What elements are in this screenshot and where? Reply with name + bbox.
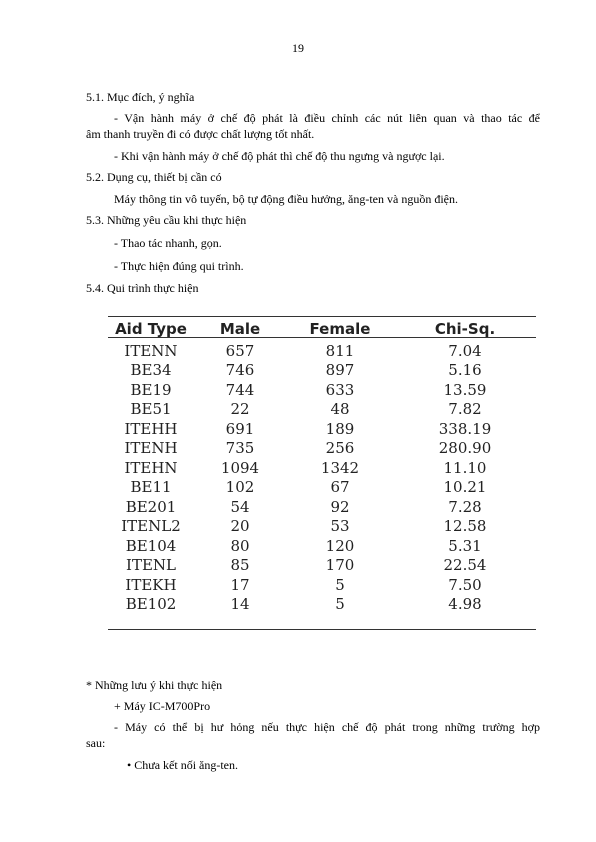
cell-chi-sq: 13.59 — [443, 380, 487, 399]
table-row — [108, 575, 536, 595]
cell-male: 746 — [225, 361, 255, 380]
table-row — [108, 339, 536, 361]
paragraph-receive-mode: - Khi vận hành máy ở chế độ phát thì chế độ thu ngưng và ngược lại. — [114, 149, 445, 163]
cell-female: 189 — [325, 419, 355, 438]
cell-chi-sq: 338.19 — [438, 419, 492, 438]
section-heading-requirements: 5.3. Những yêu cầu khi thực hiện — [86, 213, 247, 227]
table-top-rule — [108, 316, 536, 317]
table-row — [108, 419, 536, 439]
cell-chi-sq: 7.50 — [448, 575, 482, 594]
cell-male: 691 — [225, 419, 255, 438]
aid-type-table-figure — [104, 300, 536, 640]
cell-male: 102 — [225, 478, 255, 497]
table-row — [108, 458, 536, 478]
cell-male: 80 — [230, 536, 250, 555]
requirement-item-1: - Thao tác nhanh, gọn. — [114, 236, 222, 250]
table-row — [108, 517, 536, 537]
header-female: Female — [309, 319, 371, 338]
aid-type-table — [108, 318, 536, 614]
cell-female: 5 — [335, 595, 345, 614]
table-row — [108, 497, 536, 517]
cell-female: 53 — [330, 517, 350, 536]
cell-aid-type: BE11 — [130, 478, 172, 497]
cell-chi-sq: 12.58 — [443, 517, 487, 536]
table-row — [108, 400, 536, 420]
table-row — [108, 439, 536, 459]
cell-aid-type: ITENN — [124, 341, 178, 360]
cell-male: 54 — [230, 497, 250, 516]
page-number: 19 — [292, 41, 304, 55]
table-row — [108, 536, 536, 556]
cell-chi-sq: 280.90 — [438, 439, 492, 458]
cell-chi-sq: 7.04 — [448, 341, 482, 360]
cell-aid-type: ITENH — [124, 439, 178, 458]
table-row — [108, 595, 536, 615]
table-row — [108, 556, 536, 576]
notes-heading: * Những lưu ý khi thực hiện — [86, 678, 223, 692]
table-row — [108, 361, 536, 381]
header-aid-type: Aid Type — [115, 319, 187, 338]
cell-female: 67 — [330, 478, 350, 497]
notes-bullet-item: • Chưa kết nối ăng-ten. — [127, 758, 239, 772]
cell-aid-type: BE104 — [125, 536, 177, 555]
cell-male: 85 — [230, 556, 250, 575]
cell-female: 92 — [330, 497, 350, 516]
cell-female: 170 — [325, 556, 355, 575]
cell-female: 811 — [325, 341, 355, 360]
table-row — [108, 478, 536, 498]
paragraph-purpose-line1: - Vận hành máy ở chế độ phát là điều chỉnh các nút liên quan và thao tác để — [114, 111, 540, 125]
header-male: Male — [219, 319, 261, 338]
cell-female: 633 — [325, 380, 355, 399]
cell-chi-sq: 5.31 — [448, 536, 482, 555]
cell-aid-type: ITENL2 — [121, 517, 181, 536]
cell-female: 48 — [330, 400, 350, 419]
cell-chi-sq: 10.21 — [443, 478, 487, 497]
cell-aid-type: BE51 — [130, 400, 172, 419]
notes-warning-line2: sau: — [86, 736, 106, 750]
cell-male: 744 — [225, 380, 255, 399]
header-chi-sq: Chi-Sq. — [434, 319, 496, 338]
cell-female: 897 — [325, 361, 355, 380]
cell-male: 14 — [230, 595, 250, 614]
cell-aid-type: BE34 — [130, 361, 172, 380]
cell-female: 5 — [335, 575, 345, 594]
cell-male: 735 — [225, 439, 255, 458]
cell-aid-type: ITEHN — [124, 458, 178, 477]
cell-female: 256 — [325, 439, 355, 458]
cell-female: 1342 — [320, 458, 360, 477]
cell-aid-type: BE201 — [125, 497, 177, 516]
cell-aid-type: BE102 — [125, 595, 177, 614]
cell-male: 22 — [230, 400, 250, 419]
cell-male: 657 — [225, 341, 255, 360]
cell-aid-type: ITEKH — [125, 575, 177, 594]
table-header-row — [108, 318, 536, 339]
cell-chi-sq: 4.98 — [448, 595, 482, 614]
cell-chi-sq: 11.10 — [443, 458, 487, 477]
cell-male: 1094 — [220, 458, 260, 477]
cell-chi-sq: 7.28 — [448, 497, 482, 516]
notes-device-item: + Máy IC-M700Pro — [114, 699, 211, 713]
cell-chi-sq: 5.16 — [448, 361, 482, 380]
requirement-item-2: - Thực hiện đúng qui trình. — [114, 259, 244, 273]
cell-aid-type: BE19 — [130, 380, 172, 399]
section-heading-procedure: 5.4. Qui trình thực hiện — [86, 281, 199, 295]
cell-chi-sq: 7.82 — [448, 400, 482, 419]
cell-aid-type: ITENL — [126, 556, 176, 575]
table-row — [108, 380, 536, 400]
cell-female: 120 — [325, 536, 355, 555]
cell-aid-type: ITEHH — [124, 419, 178, 438]
section-heading-purpose: 5.1. Mục đích, ý nghĩa — [86, 90, 195, 104]
table-bottom-rule — [108, 629, 536, 630]
section-heading-equipment: 5.2. Dụng cụ, thiết bị cần có — [86, 170, 222, 184]
cell-male: 20 — [230, 517, 250, 536]
notes-warning-line1: - Máy có thể bị hư hỏng nếu thực hiện chế độ phát trong những trường hợp — [114, 720, 540, 734]
paragraph-purpose-line2: âm thanh truyền đi có được chất lượng tốt nhất. — [86, 127, 315, 141]
cell-chi-sq: 22.54 — [443, 556, 487, 575]
paragraph-equipment: Máy thông tin vô tuyến, bộ tự động điều hưởng, ăng-ten và nguồn điện. — [114, 192, 458, 206]
cell-male: 17 — [230, 575, 250, 594]
